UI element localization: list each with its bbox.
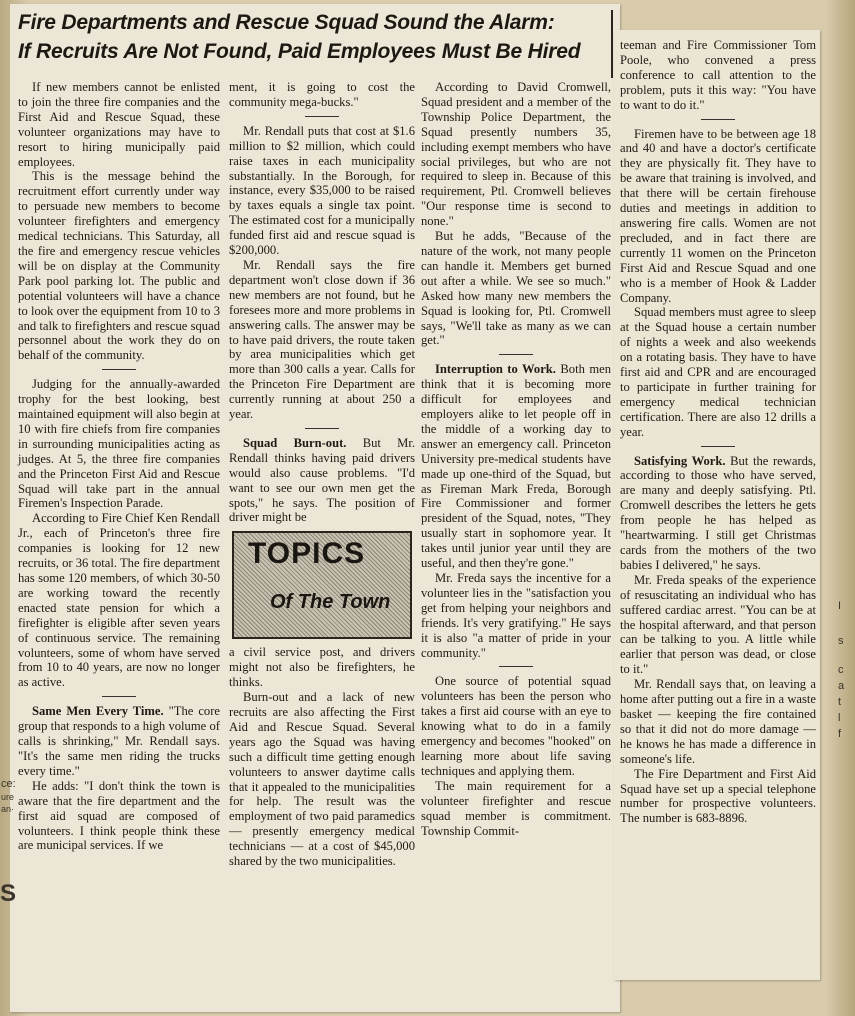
paragraph [229, 436, 415, 525]
article-column-1 [18, 80, 220, 853]
paragraph: Squad members must agree to sleep at the Squad house a certain number of nights a week and also weekends on a rotating basis. They have to have first aid and CPR and are encouraged to participate in further training for emergency medical technician certification. There are also 12 drills a year. [620, 305, 816, 439]
section-separator [305, 428, 339, 429]
topics-of-the-town-logo [232, 531, 412, 639]
margin-fragment: ce: [1, 778, 16, 790]
section-separator [499, 354, 533, 355]
paragraph: Mr. Freda says the incentive for a volunteer lies in the "satisfaction you get from helping your neighbors and friends. It's very gratifying." He says it is also "a matter of pride in your community." [421, 571, 611, 660]
article-column-4 [620, 38, 816, 826]
paragraph: teeman and Fire Commissioner Tom Poole, who convened a press conference to call attention to the problem, puts it this way: "You have to want to do it." [620, 38, 816, 112]
paragraph: Mr. Freda speaks of the experience of resuscitating an individual who has suffered cardiac arrest. "You can be at the hospital afterward, and that person can be talking to you. A little while earlier that person was dead, or close to it." [620, 572, 816, 677]
paragraph [620, 454, 816, 573]
paragraph: This is the message behind the recruitment effort currently under way to persuade new members to become volunteer firefighters and emergency medical technicians. This Saturday, all the fire and emergency rescue vehicles will be on display at the Community Park pool parking lot. The public and potential volunteers will have a chance to look over the equipment from 10 to 3 and talk to firefighters and rescue squad personnel about the work they do on behalf of the community. [18, 169, 220, 363]
paragraph: Mr. Rendall says the fire department won't close down if 36 new members are not found, but he foresees more and more problems in answering calls. The answer may be to have paid drivers, the route taken by area municipalities which get more than 300 calls a year. Calls for the Princeton Fire Department are currently running at about 250 a year. [229, 257, 415, 422]
headline-rule [611, 10, 613, 78]
topics-logo-word: TOPICS [248, 537, 366, 571]
margin-fragment: t [838, 696, 842, 708]
paragraph-text: But Mr. Rendall thinks having paid drivers would also cause problems. "I'd want to see our own men get the spots," he says. The position of driver might be [229, 435, 415, 525]
subhead: Same Men Every Time. [32, 704, 164, 719]
paragraph: One source of potential squad volunteers has been the person who takes a first aid course with an eye to knowing what to do in a family emergency and becomes "hooked" on learning more about life saving techniques and applying them. [421, 674, 611, 778]
article-column-2 [229, 80, 415, 869]
subhead: Squad Burn-out. [243, 435, 347, 450]
margin-fragment: a [838, 680, 845, 692]
section-separator [701, 119, 735, 120]
margin-fragment: l [838, 712, 841, 724]
paragraph: Burn-out and a lack of new recruits are also affecting the First Aid and Rescue Squad. Several years ago the Squad was having such a difficult time getting enough volunteers to answer daytime calls that it appealed to the municipalities for help. The result was the employment of two paid paramedics — presently emergency medical technicians — at a cost of $45,000 shared by the two municipalities. [229, 690, 415, 869]
section-separator [102, 369, 136, 370]
margin-fragment: I [838, 600, 842, 612]
headline-line-2: If Recruits Are Not Found, Paid Employees Must Be Hired [18, 40, 581, 63]
subhead: Interruption to Work. [435, 362, 556, 377]
paragraph: He adds: "I don't think the town is aware that the fire department and the first aid squad are composed of volunteers. I think people think these are municipal services. If we [18, 778, 220, 853]
paragraph: Judging for the annually-awarded trophy for the best looking, best maintained equipment will also begin at 10 with fire chiefs from fire companies in surrounding municipalities acting as judges. At 5, the three fire companies and the Princeton First Aid and Rescue Squad will take part in the annual Firemen's Inspection Parade. [18, 377, 220, 511]
section-separator [499, 666, 533, 667]
margin-fragment: an· [1, 804, 15, 814]
margin-fragment: S [0, 880, 17, 907]
paragraph [18, 704, 220, 779]
article-column-3 [421, 80, 611, 838]
paragraph: Mr. Rendall says that, on leaving a home after putting out a fire in a waste basket — keeping the fire contained so that it did not do more damage — he knows he has made a difference in someone's life. [620, 677, 816, 766]
paragraph: Firemen have to be between age 18 and 40 and have a doctor's certificate they are physically fit. They have to be aware that training is involved, and that there will be certain firehouse duties and meetings in addition to answering fire calls. Women are not precluded, and in fact there are currently 11 women on the Princeton First Aid and Rescue Squad and one who is a member of Hook & Ladder Company. [620, 126, 816, 305]
section-separator [701, 446, 735, 447]
paragraph: According to Fire Chief Ken Rendall Jr., each of Princeton's three fire companies is looking for 12 new recruits, or 36 total. The fire department has some 120 members, of which 30-50 are working toward the recently enacted state pension for which a firefighter is eligible after seven years of continuous service. The remaining volunteers, some of whom have served from 10 to 40 years, are now no longer as active. [18, 511, 220, 690]
section-separator [102, 696, 136, 697]
margin-fragment: c [838, 664, 844, 676]
paragraph-text: "The core group that responds to a high volume of calls is shrinking," Mr. Rendall says. "It's the same men riding the trucks every time." [18, 704, 221, 778]
paragraph: The Fire Department and First Aid Squad have set up a special telephone number for prospective volunteers. The number is 683-8896. [620, 766, 816, 826]
paragraph-text: Both men think that it is becoming more difficult for employees and employers alike to let people off in the middle of a working day to answer an emergency call. Princeton University pre-medical students have made up one-third of the Squad, but as Fireman Mark Freda, Borough Fire Commissioner and former president of the Squad, notes, "They usually start in sophomore year. It takes until junior year until they are useful, and then they're gone." [421, 362, 611, 571]
topics-logo-subword: Of The Town [270, 591, 391, 614]
paragraph: The main requirement for a volunteer firefighter and rescue squad member is commitment. Township Commit- [421, 778, 611, 838]
paragraph [421, 362, 611, 571]
paragraph: Mr. Rendall puts that cost at $1.6 million to $2 million, which could raise taxes in each municipality substantially. In the Borough, for instance, every $35,000 to be raised by taxes equals a single tax point. The estimated cost for a municipally funded first aid and rescue squad is $200,000. [229, 123, 415, 258]
paragraph: According to David Cromwell, Squad president and a member of the Township Police Department, the Squad presently numbers 35, including exempt members who have social privileges, but who are not required to sleep in. Because of this requirement, Ptl. Cromwell believes "Our response time is second to none." [421, 80, 611, 229]
article-headline [18, 8, 610, 78]
paragraph: ment, it is going to cost the community mega-bucks." [229, 80, 415, 109]
subhead: Satisfying Work. [634, 453, 726, 468]
headline-line-1: Fire Departments and Rescue Squad Sound the Alarm: [18, 11, 555, 34]
paragraph: But he adds, "Because of the nature of the work, not many people can handle it. Members get burned out after a while. We see so much." Asked how many new members the Squad is looking for, Ptl. Cromwell says, "We'll take as many as we can get." [421, 229, 611, 348]
paragraph: a civil service post, and drivers might not also be firefighters, he thinks. [229, 645, 415, 690]
paragraph: If new members cannot be enlisted to join the three fire companies and the First Aid and Rescue Squad, these volunteer organizations may have to resort to hiring municipally paid employees. [18, 80, 220, 169]
paragraph-text: But the rewards, according to those who have served, are many and deeply satisfying. Ptl. Cromwell describes the letters he gets from people he has helped as "heartwarming. I still get Christmas cards from the mothers of the two babies I delivered," he says. [620, 453, 816, 572]
margin-fragment: ure [1, 792, 15, 802]
section-separator [305, 116, 339, 117]
margin-fragment: f [838, 728, 842, 740]
margin-fragment: s [838, 635, 844, 647]
